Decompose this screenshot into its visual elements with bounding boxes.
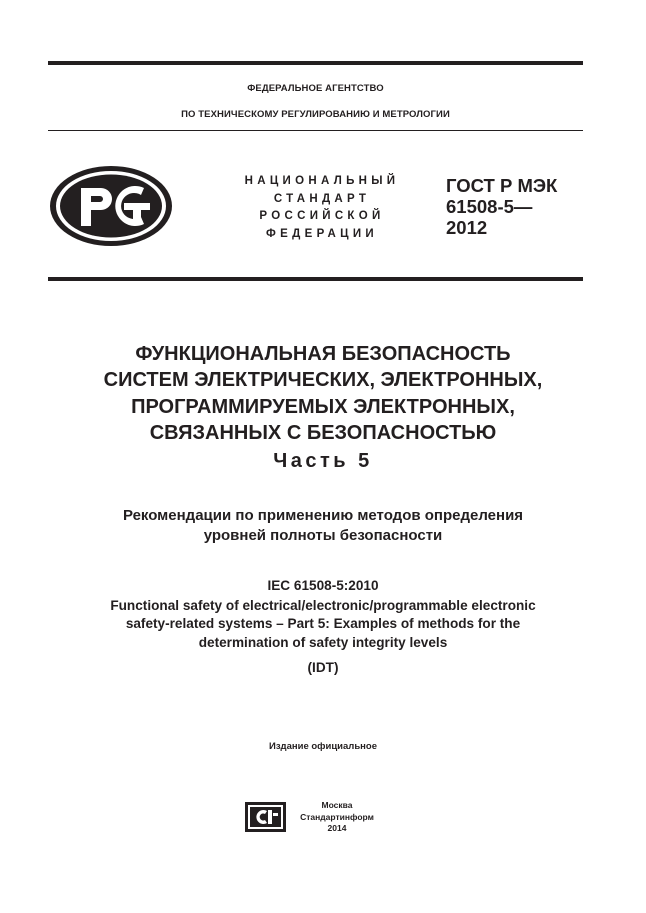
- document-title-line: СИСТЕМ ЭЛЕКТРИЧЕСКИХ, ЭЛЕКТРОННЫХ,: [103, 369, 543, 391]
- standartinform-logo-icon: [245, 802, 286, 832]
- designation-line: 2012: [446, 217, 488, 238]
- top-rule: [48, 61, 583, 65]
- equivalence-marker: (IDT): [307, 660, 339, 675]
- english-title-line: determination of safety integrity levels: [198, 635, 448, 650]
- document-title-line: СВЯЗАННЫХ С БЕЗОПАСНОСТЬЮ: [149, 422, 497, 444]
- publisher-city: Москва: [321, 800, 353, 810]
- middle-rule: [48, 277, 583, 281]
- standard-type-line: НАЦИОНАЛЬНЫЙ: [244, 175, 400, 187]
- standard-type-line: СТАНДАРТ: [273, 192, 371, 205]
- iec-code: IEC 61508-5:2010: [267, 578, 379, 593]
- standard-type-line: ФЕДЕРАЦИИ: [266, 227, 378, 240]
- standard-type-line: РОССИЙСКОЙ: [259, 210, 385, 223]
- gost-r-certification-logo-icon: [48, 164, 174, 248]
- standard-type-block: [230, 173, 414, 243]
- designation-line: 61508-5—: [446, 196, 533, 217]
- publisher-name: Стандартинформ: [300, 811, 374, 822]
- subtitle-line: Рекомендации по применению методов определения: [122, 507, 524, 524]
- document-title-line: ФУНКЦИОНАЛЬНАЯ БЕЗОПАСНОСТЬ: [135, 343, 511, 365]
- subtitle-line: уровней полноты безопасности: [203, 527, 443, 544]
- publication-year: 2014: [327, 823, 347, 833]
- document-title-line: ПРОГРАММИРУЕМЫХ ЭЛЕКТРОННЫХ,: [131, 396, 515, 418]
- edition-note: Издание официальное: [269, 741, 377, 752]
- standard-designation: [446, 175, 557, 238]
- designation-line: ГОСТ Р МЭК: [446, 175, 558, 196]
- part-number: Часть 5: [273, 450, 373, 472]
- header-separator-rule: [48, 130, 583, 131]
- agency-line-2: ПО ТЕХНИЧЕСКОМУ РЕГУЛИРОВАНИЮ И МЕТРОЛОГИИ: [181, 109, 450, 120]
- publisher-block: [294, 800, 380, 835]
- agency-line-1: ФЕДЕРАЛЬНОЕ АГЕНТСТВО: [247, 83, 384, 94]
- english-title-line: Functional safety of electrical/electronic/programmable electronic: [110, 598, 536, 613]
- english-title-line: safety-related systems – Part 5: Examples of methods for the: [125, 616, 521, 631]
